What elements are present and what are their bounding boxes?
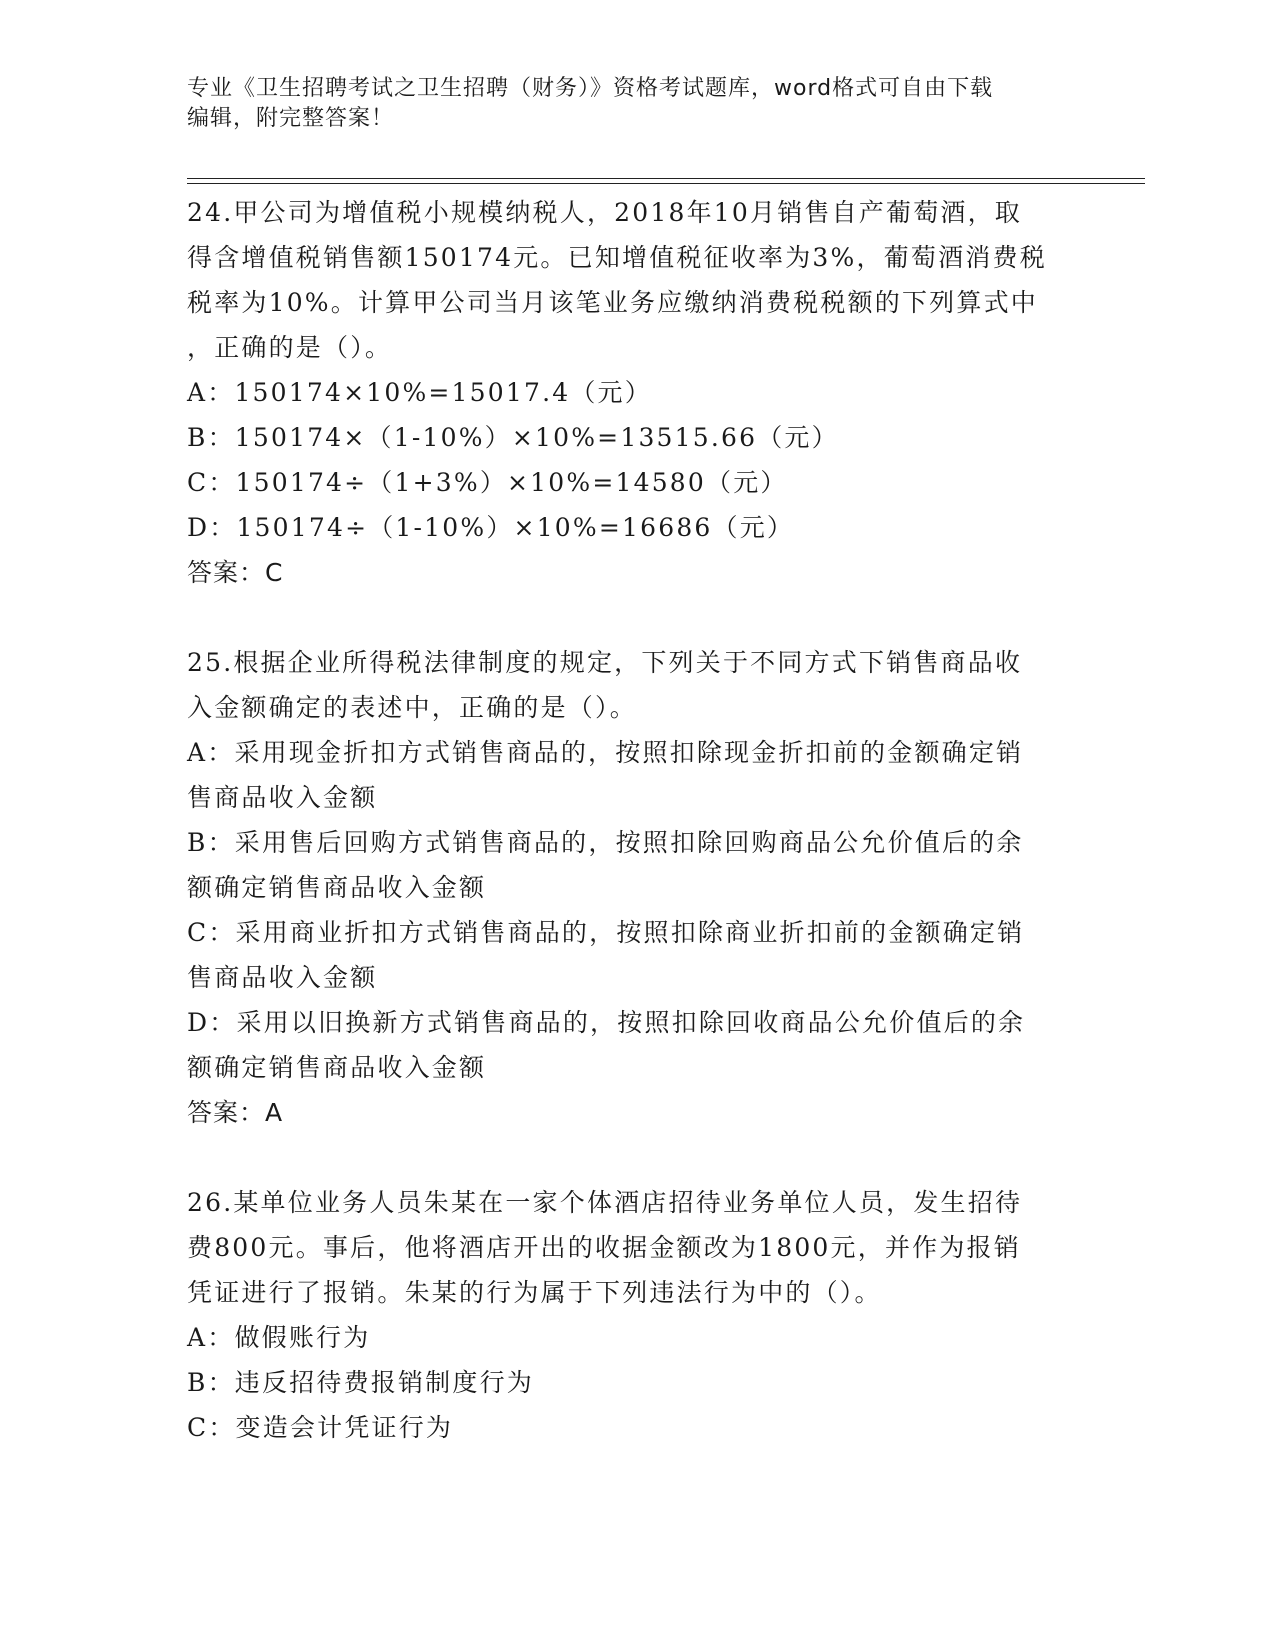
- document-header: [187, 74, 1087, 134]
- header-rule-top: [187, 178, 1145, 179]
- question-24-option-a: A：150174×10%=15017.4（元）: [187, 378, 652, 407]
- question-24-line-3: 税率为10%。计算甲公司当月该笔业务应缴纳消费税税额的下列算式中: [187, 288, 1038, 317]
- question-24-line-2: 得含增值税销售额150174元。已知增值税征收率为3%，葡萄酒消费税: [187, 243, 1047, 272]
- question-24-line-1: 24.甲公司为增值税小规模纳税人，2018年10月销售自产葡萄酒，取: [187, 198, 1022, 227]
- question-26-option-c: C：变造会计凭证行为: [187, 1413, 454, 1442]
- question-25-line-2: 入金额确定的表述中，正确的是（）。: [187, 693, 637, 722]
- spacer: [187, 1135, 1077, 1180]
- question-25-option-b: B：采用售后回购方式销售商品的，按照扣除回购商品公允价值后的余: [187, 828, 1024, 857]
- question-25-option-c-cont: 售商品收入金额: [187, 963, 378, 992]
- header-line-1: 专业《卫生招聘考试之卫生招聘（财务）》资格考试题库，word格式可自由下载: [187, 76, 994, 101]
- question-24-line-4: ，正确的是（）。: [187, 333, 393, 362]
- question-25-option-d: D：采用以旧换新方式销售商品的，按照扣除回收商品公允价值后的余: [187, 1008, 1026, 1037]
- question-25: [187, 640, 1077, 1135]
- question-25-option-a: A：采用现金折扣方式销售商品的，按照扣除现金折扣前的金额确定销: [187, 738, 1024, 767]
- question-24-answer: 答案：C: [187, 558, 284, 587]
- question-24: [187, 190, 1077, 595]
- header-rule-bottom: [187, 183, 1145, 184]
- question-26-option-a: A：做假账行为: [187, 1323, 371, 1352]
- spacer: [187, 595, 1077, 640]
- question-26-line-3: 凭证进行了报销。朱某的行为属于下列违法行为中的（）。: [187, 1278, 882, 1307]
- question-25-line-1: 25.根据企业所得税法律制度的规定，下列关于不同方式下销售商品收: [187, 648, 1023, 677]
- question-25-option-d-cont: 额确定销售商品收入金额: [187, 1053, 487, 1082]
- question-24-option-c: C：150174÷（1+3%）×10%=14580（元）: [187, 468, 788, 497]
- question-26: [187, 1180, 1077, 1450]
- question-26-option-b: B：违反招待费报销制度行为: [187, 1368, 534, 1397]
- question-25-option-a-cont: 售商品收入金额: [187, 783, 378, 812]
- question-list: [187, 190, 1077, 1450]
- question-26-line-2: 费800元。事后，他将酒店开出的收据金额改为1800元，并作为报销: [187, 1233, 1021, 1262]
- question-24-option-b: B：150174×（1-10%）×10%=13515.66（元）: [187, 423, 839, 452]
- question-25-answer: 答案：A: [187, 1098, 284, 1127]
- question-24-option-d: D：150174÷（1-10%）×10%=16686（元）: [187, 513, 795, 542]
- question-26-line-1: 26.某单位业务人员朱某在一家个体酒店招待业务单位人员，发生招待: [187, 1188, 1023, 1217]
- question-25-option-c: C：采用商业折扣方式销售商品的，按照扣除商业折扣前的金额确定销: [187, 918, 1025, 947]
- question-25-option-b-cont: 额确定销售商品收入金额: [187, 873, 487, 902]
- header-line-2: 编辑，附完整答案！: [187, 106, 395, 131]
